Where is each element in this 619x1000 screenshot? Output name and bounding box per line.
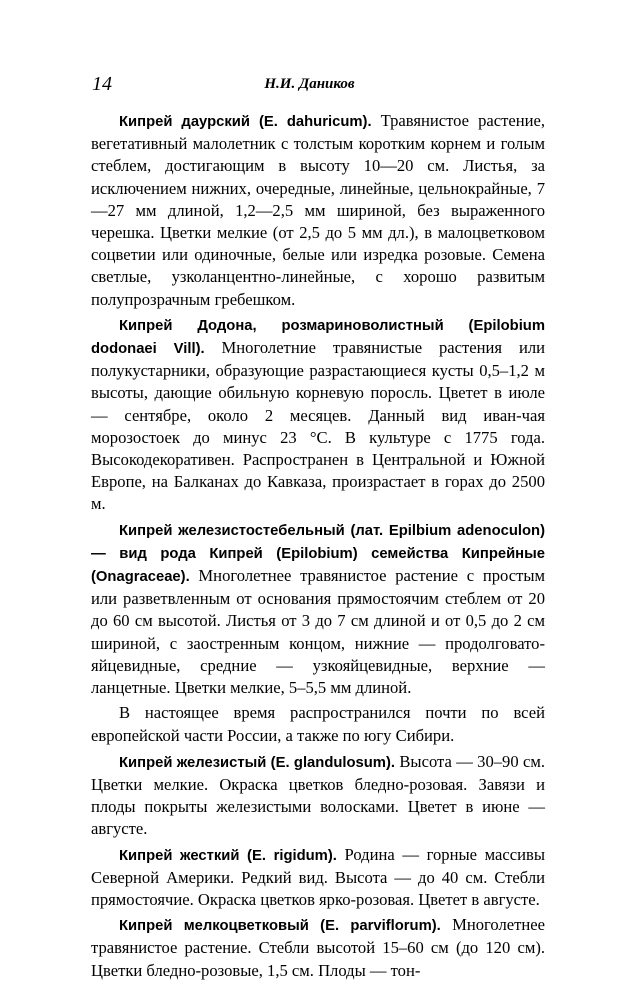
paragraph-e-rigidum (91, 844, 545, 912)
paragraph-text: Родина — горные массивы Северной Америки. Редкий вид. Высота — до 40 см. Стебли прямостоячие. Окраска цветков ярко-розовая. Цветет в августе. (91, 844, 545, 909)
paragraph-text: В настоящее время распространился почти по всей европейской части России, а также по югу Сибири. (91, 703, 545, 746)
running-title: Н.И. Даников (264, 76, 355, 92)
page-number: 14 (92, 73, 112, 95)
paragraph-e-dahuricum (91, 110, 545, 311)
term-heading: Кипрей Додона, розмариноволистный (Epilobium dodonaei Vill). (91, 317, 545, 358)
page-body (91, 110, 545, 985)
paragraph-e-adenoculon (91, 519, 545, 700)
paragraph-text: Травянистое растение, вегетативный малолетник с толстым коротким корнем и голым стеблем, достигающим в высоту 10—20 см. Листья, за исключением нижних, очередные, линейные, цельнокрайные, 7—27 мм длиной, 1,2—2,5 мм шириной, без выраженного черешка. Цветки мелкие (от 2,5 до 5 мм дл.), в малоцветковом соцветии или одиночные, белые или изредка розовые. Семена светлые, узколанцентно-линейные, с хорошо развитым полупрозрачным гребешком. (91, 111, 546, 309)
term-heading: Кипрей даурский (E. dahuricum). (119, 114, 372, 130)
term-heading: Кипрей железистостебельный (лат. Epilbium adenoculon) — вид рода Кипрей (Epilobium) семейства Кипрейные (Onagraceae). (91, 522, 545, 586)
page-header (74, 72, 545, 96)
term-heading: Кипрей жесткий (E. rigidum). (119, 847, 337, 864)
paragraph-text: Многолетнее травянистое растение. Стебли высотой 15–60 см (до 120 см). Цветки бледно-розовые, 1,5 см. Плоды — тон- (91, 915, 546, 980)
paragraph-e-glandulosum (91, 751, 545, 841)
paragraph-text: Многолетнее травянистое растение с простым или разветвленным от основания прямостоячим стеблем от 20 до 60 см высотой. Листья от 3 до 7 см длиной и от 0,5 до 2 см шириной, с заостренным концом, нижние — продолговато-яйцевидные, средние — узкояйцевидные, верхние — ланцетные. Цветки мелкие, 5–5,5 мм длиной. (91, 566, 545, 698)
term-heading: Кипрей железистый (E. glandulosum). (119, 754, 396, 771)
paragraph-distribution (91, 702, 545, 747)
paragraph-text: Высота — 30–90 см. Цветки мелкие. Окраска цветков бледно-розовая. Завязи и плоды покрыты железистыми волосками. Цветет в июне — августе. (91, 751, 545, 839)
paragraph-e-parviflorum (91, 914, 545, 982)
paragraph-text: Многолетние травянистые растения или полукустарники, образующие разрастающиеся кусты 0,5–1,2 м высоты, дающие обильную корневую поросль. Цветет в июле — сентябре, около 2 месяцев. Данный вид иван-чая морозостоек до минус 23 °С. В культуре с 1775 года. Высокодекоративен. Распространен в Центральной и Южной Европе, на Балканах до Кавказа, произрастает в горах до 2500 м. (91, 338, 545, 514)
paragraph-e-dodonaei (91, 314, 545, 516)
term-heading: Кипрей мелкоцветковый (E. parviflorum). (119, 918, 441, 935)
